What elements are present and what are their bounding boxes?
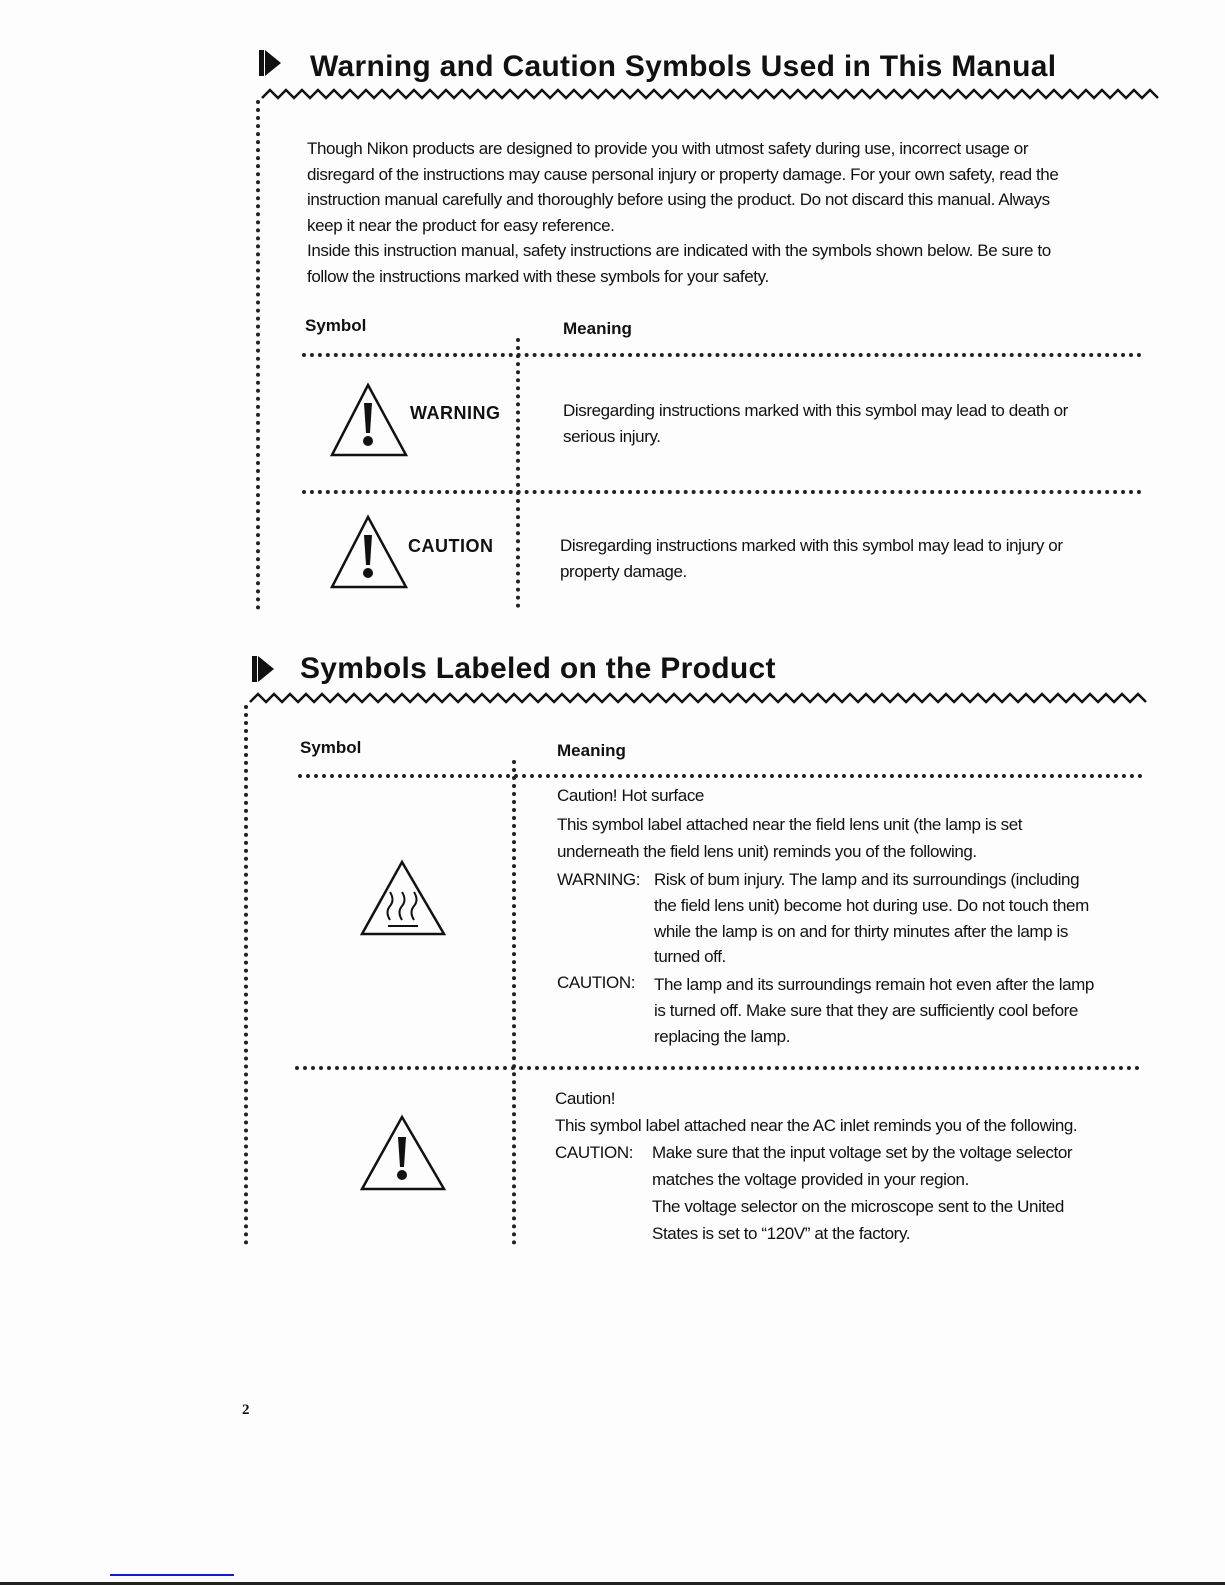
column-divider [512,760,516,1245]
text-line: Inside this instruction manual, safety instructions are indicated with the symbols shown below. Be sure to [307,241,1051,260]
caution-triangle-icon [330,515,420,590]
section-title: Warning and Caution Symbols Used in This Manual [310,50,1057,83]
page-number: 2 [242,1402,250,1418]
text-line: Caution! Hot surface [557,786,704,805]
text-line: The lamp and its surroundings remain hot even after the lamp [654,975,1094,994]
warning-label: WARNING: [557,870,641,889]
text-line: serious injury. [563,427,661,446]
caution-label: CAUTION: [555,1143,634,1162]
text-line: States is set to “120V” at the factory. [652,1224,911,1243]
column-header-meaning: Meaning [563,319,632,338]
text-line: Disregarding instructions marked with this symbol may lead to injury or [560,536,1063,555]
section-arrow-icon [258,656,274,682]
text-line: Risk of bum injury. The lamp and its surroundings (including [654,870,1080,889]
text-line: replacing the lamp. [654,1027,791,1046]
text-line: Though Nikon products are designed to provide you with utmost safety during use, incorrect usage or [307,139,1029,158]
section-arrow-icon [265,50,281,76]
section-title: Symbols Labeled on the Product [300,652,776,685]
column-header-symbol: Symbol [305,316,367,335]
scan-artifact-line [110,1574,234,1576]
margin-dots [244,705,248,1245]
text-line: property damage. [560,562,687,581]
text-line: This symbol label attached near the field lens unit (the lamp is set [557,815,1023,834]
text-line: instruction manual carefully and thoroughly before using the product. Do not discard this manual. Always [307,190,1050,209]
caution-label: CAUTION: [557,973,636,992]
margin-dots [256,100,260,610]
warning-label: WARNING [410,403,501,423]
text-line: Caution! [555,1089,616,1108]
text-line: keep it near the product for easy reference. [307,215,615,235]
warning-meaning [563,398,1068,450]
intro-paragraph [307,136,1058,289]
row-divider [298,774,1143,778]
row-divider [302,490,1142,494]
caution-triangle-icon [360,1115,450,1193]
hot-surface-meaning [557,786,1157,1056]
column-divider [516,338,520,608]
column-header-meaning: Meaning [557,741,626,760]
warning-triangle-icon [330,383,420,458]
text-line: The voltage selector on the microscope sent to the United [652,1197,1064,1216]
column-header-symbol: Symbol [300,738,362,757]
text-line: Disregarding instructions marked with this symbol may lead to death or [563,401,1068,420]
text-line: disregard of the instructions may cause personal injury or property damage. For your own safety, read the [307,164,1059,184]
wavy-underline [262,88,1162,102]
caution-label: CAUTION [408,536,494,556]
text-line: Make sure that the input voltage set by the voltage selector [652,1143,1073,1162]
text-line: underneath the field lens unit) reminds you of the following. [557,842,977,861]
ac-inlet-meaning [555,1089,1155,1259]
text-line: turned off. [654,947,726,966]
row-divider [295,1066,1140,1070]
text-line: matches the voltage provided in your region. [652,1170,969,1189]
row-divider [302,353,1142,357]
caution-meaning [560,533,1063,585]
text-line: the field lens unit) become hot during use. Do not touch them [654,896,1089,915]
text-line: This symbol label attached near the AC inlet reminds you of the following. [555,1116,1078,1135]
text-line: is turned off. Make sure that they are sufficiently cool before [654,1001,1078,1020]
text-line: while the lamp is on and for thirty minutes after the lamp is [654,922,1069,941]
text-line: follow the instructions marked with these symbols for your safety. [307,266,769,286]
wavy-underline [250,692,1150,706]
hot-surface-icon [360,860,450,938]
